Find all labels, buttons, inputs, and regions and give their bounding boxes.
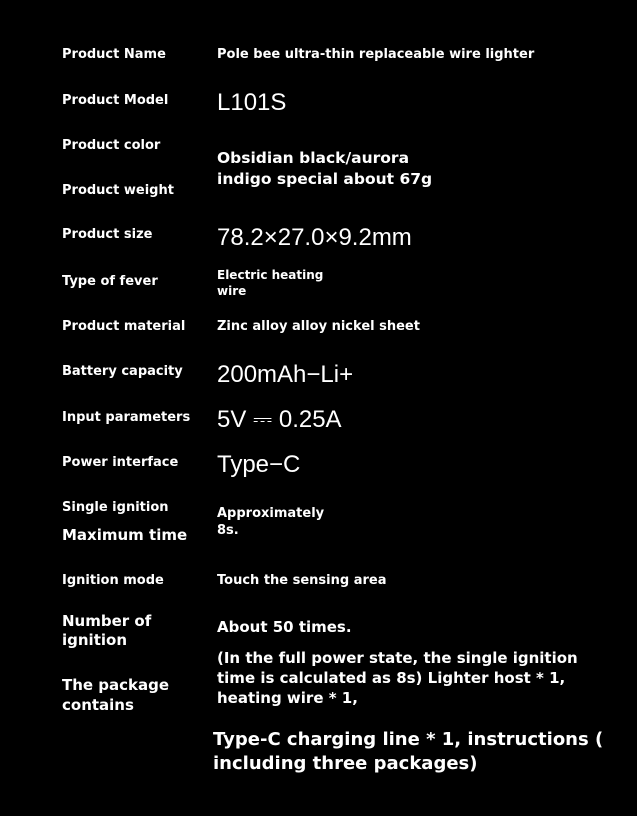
label-product-name: Product Name — [62, 47, 166, 62]
value-type-of-fever-line1: Electric heating — [217, 268, 324, 282]
label-package-contains-line1: The package — [62, 676, 170, 694]
value-product-size: 78.2×27.0×9.2mm — [217, 224, 412, 251]
label-number-of-ignition-line1: Number of — [62, 612, 152, 630]
value-package-line5: including three packages) — [213, 753, 478, 774]
label-battery-capacity: Battery capacity — [62, 364, 183, 379]
value-product-material: Zinc alloy alloy nickel sheet — [217, 319, 420, 334]
label-single-ignition-line2: Maximum time — [62, 526, 188, 544]
label-ignition-mode: Ignition mode — [62, 573, 164, 588]
value-package-line3: heating wire * 1, — [217, 689, 358, 707]
value-package-line2: time is calculated as 8s) Lighter host * 1, — [217, 669, 566, 687]
value-number-of-ignition: About 50 times. — [217, 618, 352, 636]
value-product-name: Pole bee ultra-thin replaceable wire lighter — [217, 47, 535, 62]
label-product-weight: Product weight — [62, 183, 174, 198]
label-power-interface: Power interface — [62, 455, 179, 470]
label-product-size: Product size — [62, 227, 153, 242]
value-single-ignition-line2: 8s. — [217, 523, 239, 538]
label-type-of-fever: Type of fever — [62, 274, 158, 289]
label-product-model: Product Model — [62, 93, 169, 108]
value-type-of-fever-line2: wire — [217, 284, 247, 298]
value-input-parameters: 5V ⎓ 0.25A — [217, 406, 342, 433]
value-color-weight-line2: indigo special about 67g — [217, 170, 433, 188]
value-package-line4: Type-C charging line * 1, instructions ( — [213, 729, 604, 750]
label-input-parameters: Input parameters — [62, 410, 191, 425]
value-package-line1: (In the full power state, the single ignition — [217, 649, 578, 667]
value-power-interface: Type−C — [217, 451, 301, 478]
value-ignition-mode: Touch the sensing area — [217, 573, 387, 588]
value-color-weight-line1: Obsidian black/aurora — [217, 149, 410, 167]
value-battery-capacity: 200mAh−Li+ — [217, 361, 354, 388]
label-number-of-ignition-line2: ignition — [62, 631, 127, 649]
label-single-ignition-line1: Single ignition — [62, 500, 169, 515]
label-package-contains-line2: contains — [62, 696, 134, 714]
label-product-color: Product color — [62, 138, 161, 153]
value-product-model: L101S — [217, 89, 287, 116]
value-single-ignition-line1: Approximately — [217, 506, 325, 521]
label-product-material: Product material — [62, 319, 186, 334]
